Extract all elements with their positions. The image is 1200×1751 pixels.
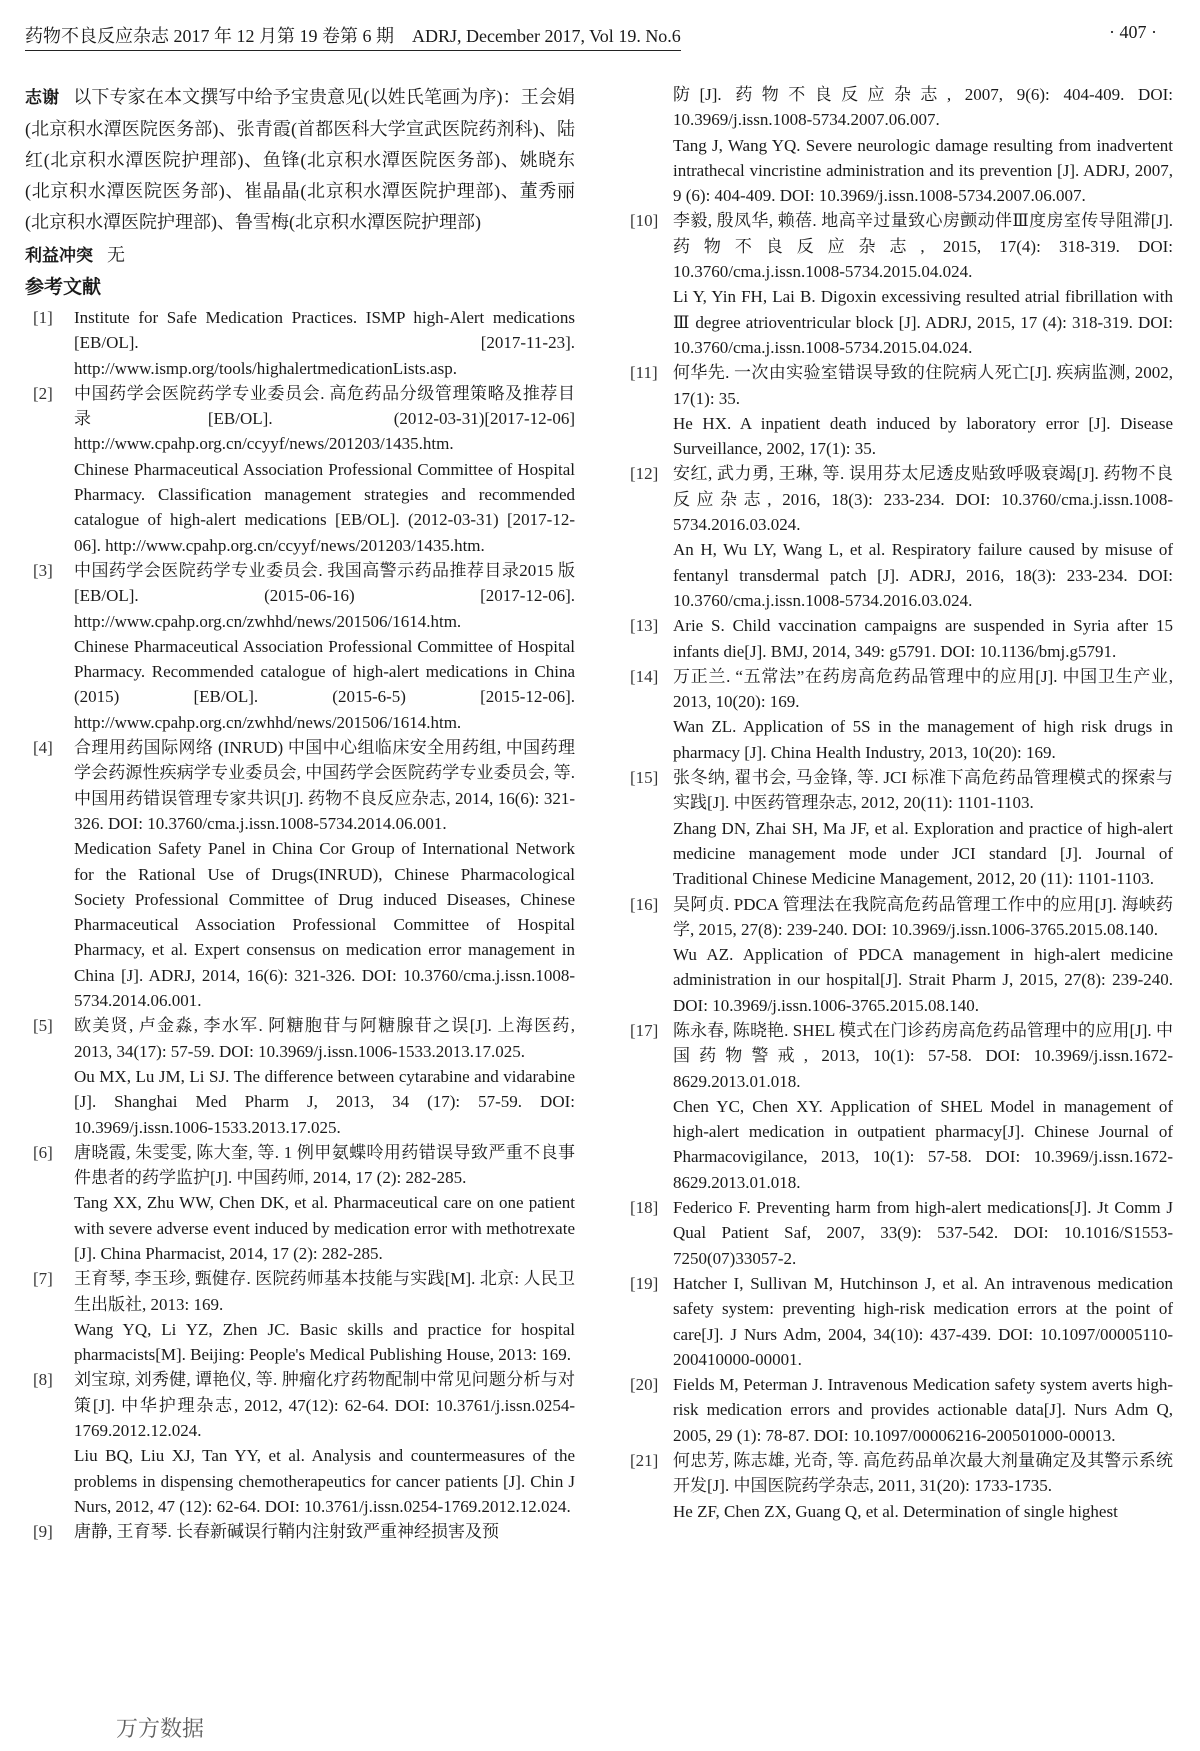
reference-text: Medication Safety Panel in China Cor Group of International Network for the Rational Use of Drugs(INRUD), Chinese Pharmacological Society Professional Committee of Drug induced Diseases, Chinese Pharmaceutical Association Professional Committee of Hospital Pharmacy, et al. Expert consensus on medication error management in China [J]. ADRJ, 2014, 16(6): 321-326. DOI: 10.3760/cma.j.issn.1008-5734.2014.06.001.: [74, 839, 575, 1011]
reference-number: [19]: [630, 1273, 659, 1293]
reference-text: 安红, 武力勇, 王琳, 等. 误用芬太尼透皮贴致呼吸衰竭[J]. 药物不良反应杂志, 2016, 18(3): 233-234. DOI: 10.3760/cma.j.issn.1008-5734.2016.03.024.: [673, 464, 1173, 535]
reference-text: Fields M, Peterman J. Intravenous Medication safety system averts high-risk medication errors and provides actionable data[J]. Nurs Adm Q, 2005, 29 (1): 78-87. DOI: 10.1097/00006216-200501000-00013.: [673, 1375, 1173, 1445]
reference-text: Chinese Pharmaceutical Association Professional Committee of Hospital Pharmacy. Classification management strategies and recommended catalogue of high-alert medications [EB/OL]. (2012-03-31) [2017-12-06]. http://www.cpahp.org.cn/ccyyf/news/201203/1435.htm.: [74, 459, 575, 555]
reference-number: [12]: [630, 464, 659, 484]
reference-text: 中国药学会医院药学专业委员会. 高危药品分级管理策略及推荐目录[EB/OL]. (2012-03-31)[2017-12-06] http://www.cpahp.org.cn/ccyyf/news/201203/1435.htm.: [74, 383, 575, 454]
reference-text: Zhang DN, Zhai SH, Ma JF, et al. Exploration and practice of high-alert medicine management mode under JCI standard [J]. Journal of Traditional Chinese Medicine Management, 2012, 20 (11): 1101-1103.: [673, 818, 1173, 889]
reference-number: [5]: [33, 1016, 53, 1036]
reference-item: [630, 461, 1173, 613]
reference-list-left: [25, 305, 575, 1545]
reference-text: 唐晓霞, 朱雯雯, 陈大奎, 等. 1 例甲氨蝶呤用药错误导致严重不良事件患者的药学监护[J]. 中国药师, 2014, 17 (2): 282-285.: [74, 1142, 575, 1188]
reference-item: [630, 613, 1173, 664]
conflict-label: 利益冲突: [25, 246, 93, 266]
reference-item: [25, 381, 575, 558]
reference-number: [8]: [33, 1370, 53, 1390]
reference-item: [630, 765, 1173, 891]
reference-text: Federico F. Preventing harm from high-alert medications[J]. Jt Comm J Qual Patient Saf, 2007, 33(9): 537-542. DOI: 10.1016/S1553-7250(07)33057-2.: [673, 1198, 1173, 1268]
reference-item: [630, 1448, 1173, 1524]
reference-item: [630, 1271, 1173, 1372]
reference-item: [630, 82, 1173, 208]
reference-number: [3]: [33, 560, 53, 580]
journal-info: 药物不良反应杂志 2017 年 12 月第 19 卷第 6 期 ADRJ, December 2017, Vol 19. No.6: [25, 22, 681, 51]
reference-item: [25, 305, 575, 381]
reference-number: [10]: [630, 211, 659, 231]
reference-text: 防[J]. 药物不良反应杂志, 2007, 9(6): 404-409. DOI: 10.3969/j.issn.1008-5734.2007.06.007.: [673, 85, 1173, 130]
reference-text: Liu BQ, Liu XJ, Tan YY, et al. Analysis and countermeasures of the problems in dispensing chemotherapeutics for cancer patients [J]. Chin J Nurs, 2012, 47 (12): 62-64. DOI: 10.3761/j.issn.0254-1769.2012.12.024.: [74, 1446, 575, 1516]
reference-text: 欧美贤, 卢金淼, 李水军. 阿糖胞苷与阿糖腺苷之误[J]. 上海医药, 2013, 34(17): 57-59. DOI: 10.3969/j.issn.1006-1533.2013.17.025.: [74, 1016, 575, 1061]
reference-text: Li Y, Yin FH, Lai B. Digoxin excessiving resulted atrial fibrillation with Ⅲ degree atrioventricular block [J]. ADRJ, 2015, 17 (4): 318-319. DOI: 10.3760/cma.j.issn.1008-5734.2015.04.024.: [673, 287, 1173, 357]
reference-number: [14]: [630, 666, 659, 686]
reference-text: Chen YC, Chen XY. Application of SHEL Model in management of high-alert medication in outpatient pharmacy[J]. Chinese Journal of Pharmacovigilance, 2013, 10(1): 57-58. DOI: 10.3969/j.issn.1672-8629.2013.01.018.: [673, 1096, 1173, 1192]
reference-number: [2]: [33, 383, 53, 403]
reference-number: [9]: [33, 1522, 53, 1542]
reference-text: 吴阿贞. PDCA 管理法在我院高危药品管理工作中的应用[J]. 海峡药学, 2015, 27(8): 239-240. DOI: 10.3969/j.issn.1006-3765.2015.08.140.: [673, 894, 1173, 939]
running-header: [25, 18, 1175, 48]
reference-item: [630, 360, 1173, 461]
reference-text: Ou MX, Lu JM, Li SJ. The difference between cytarabine and vidarabine [J]. Shanghai Med Pharm J, 2013, 34 (17): 57-59. DOI: 10.3969/j.issn.1006-1533.2013.17.025.: [74, 1066, 575, 1137]
acknowledgement-text: 以下专家在本文撰写中给予宝贵意见(以姓氏笔画为序)：王会娟(北京积水潭医院医务部)、张青霞(首都医科大学宣武医院药剂科)、陆红(北京积水潭医院护理部)、鱼锋(北京积水潭医院医务部)、姚晓东(北京积水潭医院医务部)、崔晶晶(北京积水潭医院护理部)、董秀丽(北京积水潭医院护理部)、鲁雪梅(北京积水潭医院护理部): [25, 87, 575, 232]
right-column: [630, 82, 1173, 1524]
reference-text: 陈永春, 陈晓艳. SHEL 模式在门诊药房高危药品管理中的应用[J]. 中国药物警戒, 2013, 10(1): 57-58. DOI: 10.3969/j.issn.1672-8629.2013.01.018.: [673, 1020, 1173, 1091]
reference-text: Tang XX, Zhu WW, Chen DK, et al. Pharmaceutical care on one patient with severe adverse event induced by medication error with methotrexate [J]. China Pharmacist, 2014, 17 (2): 282-285.: [74, 1193, 575, 1263]
reference-text: 万正兰. “五常法”在药房高危药品管理中的应用[J]. 中国卫生产业, 2013, 10(20): 169.: [673, 666, 1173, 712]
reference-text: 何忠芳, 陈志雄, 光奇, 等. 高危药品单次最大剂量确定及其警示系统开发[J]. 中国医院药学杂志, 2011, 31(20): 1733-1735.: [673, 1451, 1173, 1496]
conflict-text: 无: [107, 245, 125, 265]
reference-text: 中国药学会医院药学专业委员会. 我国高警示药品推荐目录2015 版[EB/OL]. (2015-06-16) [2017-12-06]. http://www.cpahp.org.cn/zwhhd/news/201506/1614.htm.: [74, 560, 575, 631]
reference-text: Tang J, Wang YQ. Severe neurologic damage resulting from inadvertent intrathecal vincristine administration and its prevention [J]. ADRJ, 2007, 9 (6): 404-409. DOI: 10.3969/j.issn.1008-5734.2007.06.007.: [673, 135, 1173, 206]
reference-number: [11]: [630, 363, 658, 383]
reference-number: [1]: [33, 308, 53, 327]
reference-text: 张冬纳, 翟书会, 马金锋, 等. JCI 标准下高危药品管理模式的探索与实践[J]. 中医药管理杂志, 2012, 20(11): 1101-1103.: [673, 768, 1173, 813]
reference-number: [6]: [33, 1142, 53, 1162]
reference-number: [15]: [630, 768, 659, 788]
reference-item: [630, 1372, 1173, 1448]
reference-text: 李毅, 殷凤华, 赖蓓. 地高辛过量致心房颤动伴Ⅲ度房室传导阻滞[J]. 药物不良反应杂志, 2015, 17(4): 318-319. DOI: 10.3760/cma.j.issn.1008-5734.2015.04.024.: [673, 211, 1173, 282]
left-column: [25, 82, 575, 1545]
reference-item: [630, 892, 1173, 1018]
conflict-of-interest: [25, 240, 575, 271]
reference-text: Wang YQ, Li YZ, Zhen JC. Basic skills and practice for hospital pharmacists[M]. Beijing: People's Medical Publishing House, 2013: 169.: [74, 1319, 575, 1365]
reference-number: [17]: [630, 1020, 659, 1040]
references-heading: 参考文献: [25, 276, 102, 298]
reference-text: He HX. A inpatient death induced by laboratory error [J]. Disease Surveillance, 2002, 17(1): 35.: [673, 413, 1173, 459]
reference-item: [25, 1013, 575, 1139]
reference-item: [25, 1140, 575, 1266]
reference-text: He ZF, Chen ZX, Guang Q, et al. Determination of single highest: [673, 1501, 1118, 1521]
reference-item: [25, 1367, 575, 1519]
acknowledgement-label: 志谢: [25, 88, 60, 108]
reference-text: 合理用药国际网络 (INRUD) 中国中心组临床安全用药组, 中国药理学会药源性疾病学专业委员会, 中国药学会医院药学专业委员会, 等. 中国用药错误管理专家共识[J]. 药物不良反应杂志, 2014, 16(6): 321-326. DOI: 10.3760/cma.j.issn.1008-5734.2014.06.001.: [74, 738, 575, 833]
reference-number: [20]: [630, 1375, 659, 1395]
reference-item: [630, 1195, 1173, 1271]
reference-number: [4]: [33, 738, 53, 758]
reference-text: 何华先. 一次由实验室错误导致的住院病人死亡[J]. 疾病监测, 2002, 17(1): 35.: [673, 363, 1173, 408]
reference-text: Wan ZL. Application of 5S in the management of high risk drugs in pharmacy [J]. China Health Industry, 2013, 10(20): 169.: [673, 717, 1173, 762]
reference-item: [25, 1266, 575, 1367]
reference-item: [25, 558, 575, 735]
reference-item: [630, 664, 1173, 765]
wanfang-watermark: 万方数据: [116, 1717, 205, 1742]
reference-text: Institute for Safe Medication Practices. ISMP high-Alert medications [EB/OL]. [2017-11-23]. http://www.ismp.org/tools/highalertmedicationLists.asp.: [74, 308, 575, 378]
reference-number: [18]: [630, 1198, 659, 1218]
reference-text: Chinese Pharmaceutical Association Professional Committee of Hospital Pharmacy. Recommended catalogue of high-alert medications in China (2015) [EB/OL]. (2015-6-5) [2015-12-06]. http://www.cpahp.org.cn/zwhhd/news/201506/1614.htm.: [74, 636, 575, 732]
reference-text: 王育琴, 李玉珍, 甄健存. 医院药师基本技能与实践[M]. 北京: 人民卫生出版社, 2013: 169.: [74, 1269, 575, 1314]
acknowledgement: [25, 82, 575, 238]
reference-text: Hatcher I, Sullivan M, Hutchinson J, et al. An intravenous medication safety system: preventing high-risk medication errors at the point of care[J]. J Nurs Adm, 2004, 34(10): 437-439. DOI: 10.1097/00005110-200410000-00001.: [673, 1273, 1173, 1369]
reference-number: [13]: [630, 616, 659, 636]
reference-number: [21]: [630, 1451, 659, 1471]
reference-text: Arie S. Child vaccination campaigns are suspended in Syria after 15 infants die[J]. BMJ, 2014, 349: g5791. DOI: 10.1136/bmj.g5791.: [673, 616, 1173, 661]
reference-list-right: [630, 82, 1173, 1524]
reference-item: [630, 208, 1173, 360]
reference-text: An H, Wu LY, Wang L, et al. Respiratory failure caused by misuse of fentanyl transdermal patch [J]. ADRJ, 2016, 18(3): 233-234. DOI: 10.3760/cma.j.issn.1008-5734.2016.03.024.: [673, 540, 1173, 610]
page-number: · 407 ·: [1109, 22, 1157, 42]
reference-item: [630, 1018, 1173, 1195]
reference-text: 唐静, 王育琴. 长春新碱误行鞘内注射致严重神经损害及预: [74, 1522, 499, 1542]
reference-text: Wu AZ. Application of PDCA management in high-alert medicine administration in our hospital[J]. Strait Pharm J, 2015, 27(8): 239-240. DOI: 10.3969/j.issn.1006-3765.2015.08.140.: [673, 945, 1173, 1015]
reference-number: [7]: [33, 1269, 53, 1289]
reference-item: [25, 1519, 575, 1544]
reference-text: 刘宝琼, 刘秀健, 谭艳仪, 等. 肿瘤化疗药物配制中常见问题分析与对策[J]. 中华护理杂志, 2012, 47(12): 62-64. DOI: 10.3761/j.issn.0254-1769.2012.12.024.: [74, 1370, 575, 1441]
reference-number: [16]: [630, 894, 659, 914]
reference-item: [25, 735, 575, 1013]
